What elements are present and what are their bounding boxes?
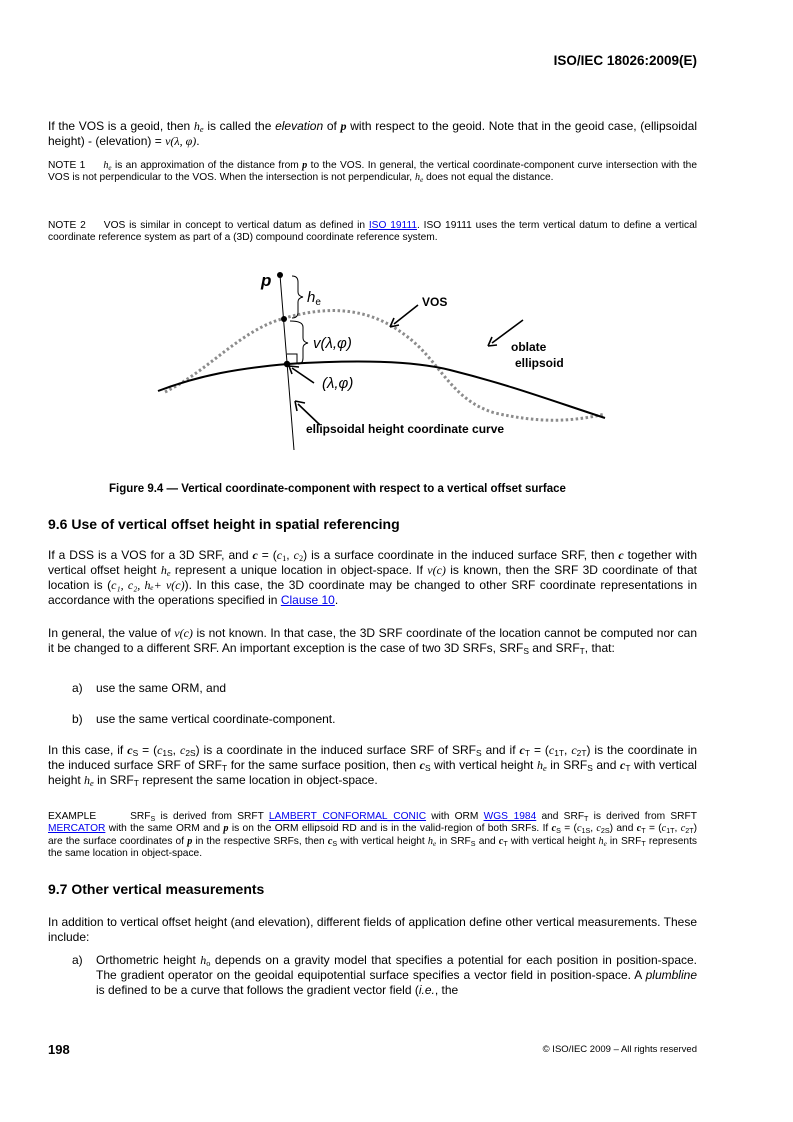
figure-9-4-diagram [150, 260, 620, 450]
text: and [475, 835, 499, 847]
subscript-t: T [584, 814, 589, 823]
math-ct: c [636, 823, 642, 835]
text: and SRF [536, 811, 585, 822]
brace-v [290, 321, 308, 364]
label-p: p [261, 271, 272, 290]
section-9-6-heading: 9.6 Use of vertical offset height in spatial referencing [48, 516, 400, 532]
text: to the VOS. In general, the vertical coordinate-component curve intersection with the VOS is not perpendicular to the VOS. When the intersection is not perpendicular, [48, 160, 697, 184]
section-9-6-paragraph-1 [48, 548, 697, 608]
math-sub: e [199, 125, 204, 135]
math-cs: c [127, 743, 133, 757]
term-plumbline: plumbline [645, 968, 697, 982]
copyright-notice: © ISO/IEC 2009 – All rights reserved [542, 1044, 697, 1055]
math-sub: e [166, 569, 171, 579]
text: with vertical height [48, 758, 697, 787]
math-vc: v(c) [174, 626, 193, 640]
math-h: h [598, 835, 604, 847]
text: . [334, 593, 339, 607]
subscript-s: S [476, 748, 482, 759]
text: is derived from SRFT [588, 811, 697, 822]
math-sub: e [420, 176, 424, 185]
subscript-t: T [133, 778, 139, 789]
text: represents the same location in object-space. [48, 835, 697, 859]
text: represent a unique location in object-space. If [170, 563, 428, 577]
text: If the VOS is a geoid, then [48, 119, 194, 133]
math-sub: T [503, 839, 508, 848]
subscript-s: S [150, 814, 156, 823]
label-oblate: oblate [511, 340, 547, 354]
subscript-s: S [523, 646, 529, 657]
math-h: h [200, 953, 207, 967]
math-sub: S [424, 763, 431, 774]
text: is an approximation of the distance from [111, 160, 303, 171]
math-sub: 2T [685, 827, 694, 836]
math-h: h [84, 773, 91, 787]
section-9-6-paragraph-2 [48, 626, 697, 656]
text: is on the ORM ellipsoid RD and is in the valid-region of both SRFs. If [228, 823, 552, 835]
text: . ISO 19111 uses the term vertical datum to define a vertical coordinate reference system as part of a (3D) compound coordinate reference system. [48, 220, 698, 244]
math-c: c [576, 823, 582, 835]
text-ie: i.e. [418, 983, 435, 997]
math-p: p [302, 160, 308, 171]
math-sub: 1T [554, 748, 565, 759]
math-cs: c [327, 835, 333, 847]
text: for the same surface position, then [227, 758, 420, 772]
text: SRF [130, 811, 151, 822]
label-he: $h_e$ [307, 289, 321, 308]
math-sub: 1T [666, 827, 675, 836]
point-vos-intersection [281, 316, 287, 322]
text: , [590, 823, 597, 835]
mercator-link[interactable]: MERCATOR [48, 823, 106, 835]
text: , [286, 548, 294, 562]
math-p: p [340, 119, 347, 133]
section-9-7-paragraph-1: In addition to vertical offset height (and elevation), different fields of application define other vertical measurements. These include: [48, 915, 697, 944]
text: with respect to the geoid. Note that in the geoid case, (ellipsoidal height) - (elevation) = [48, 119, 697, 148]
list-text: use the same vertical coordinate-component. [96, 712, 336, 726]
math-sub: e [433, 839, 437, 848]
text: with vertical height [430, 758, 537, 772]
note-2 [48, 220, 697, 245]
text: and SRF [528, 641, 580, 655]
math-sub: 2 [298, 554, 304, 564]
math-c: c [680, 823, 686, 835]
text: . [196, 134, 200, 148]
math-c1: c [276, 548, 283, 562]
math-sub: e [542, 764, 547, 774]
text: , [564, 743, 572, 757]
subscript-t: T [222, 763, 228, 774]
math-cs: c [419, 758, 425, 772]
math-sub: e [603, 839, 607, 848]
text: VOS is similar in concept to vertical datum as defined in [103, 220, 369, 231]
text: = ( [560, 823, 577, 835]
math-sub: o [206, 959, 211, 969]
math-c2: c [293, 548, 299, 562]
math-sub: T [641, 827, 646, 836]
section-9-7-heading: 9.7 Other vertical measurements [48, 881, 265, 897]
math-sub: 2T [576, 748, 587, 759]
label-height-curve: ellipsoidal height coordinate curve [306, 422, 505, 436]
text: is known, then the SRF 3D coordinate of that location is ( [48, 563, 697, 592]
list-item [72, 953, 697, 998]
text: = ( [257, 548, 277, 562]
math-p: p [187, 835, 193, 847]
page-number: 198 [48, 1042, 70, 1057]
text: ). In this case, the 3D coordinate may be changed to other SRF coordinate representations in accordance with the operations specified in [48, 578, 697, 607]
list-item [72, 712, 697, 728]
intro-paragraph [48, 119, 697, 149]
text: , the [434, 983, 459, 997]
note-label: NOTE 2 [48, 220, 86, 231]
list-text: use the same ORM, and [96, 681, 227, 695]
math-tuple: c₁, c₂, hₑ+ v(c) [111, 578, 185, 592]
math-sub: S [132, 748, 139, 759]
arrow-to-lamphi [289, 366, 314, 383]
lambert-conformal-conic-link[interactable]: LAMBERT_CONFORMAL_CONIC [268, 811, 427, 822]
math-h: h [427, 835, 433, 847]
math-sub: 1 [282, 554, 287, 564]
list-item [72, 681, 697, 697]
subscript-t: T [641, 839, 646, 848]
text: in SRF [546, 758, 588, 772]
text: , [674, 823, 681, 835]
text: = ( [529, 743, 549, 757]
text: in SRF [436, 835, 471, 847]
text: is not known. In that case, the 3D SRF coordinate of the location cannot be computed nor can it be changed to a different SRF. An important exception is the case of two 3D SRFs, SRF [48, 626, 697, 655]
text: depends on a gravity model that specifies a potential for each position in position-space. The gradient operator on the geoidal equipotential surface specifies a vector field in position-space. A [96, 953, 698, 982]
text: in the respective SRFs, then [192, 835, 328, 847]
math-sub: T [524, 748, 530, 759]
example-block: EXAMPLE $SRF_S$ is derived from SRFT LAMBERT_CONFORMAL_CONIC with ORM WGS_1984 and $SRF_T$ is derived from SRFT MERCATOR with the same ORM and p is on the ORM ellipsoid RD and is in the valid-region of both SRFs. If $c_S = (c_{1S}$, $c_{2S}$) and $c_T = (c_{1T}$, $c_{2T}$) are the surface coordinates of p in the respective SRFs, then $c_S$ with vertical height $h_e$ in $SRF_S$ and $c_T$ with vertical height $h_e$ in $SRF_T$ represents the same location in object-space. [48, 811, 697, 859]
text: ) is a coordinate in the induced surface SRF of SRF [195, 743, 477, 757]
math-vc: v(c) [427, 563, 446, 577]
arrow-to-vos [390, 305, 418, 327]
math-c: c [661, 823, 667, 835]
math-sub: 1S [162, 748, 173, 759]
text: with ORM [426, 811, 484, 822]
text: is called the [203, 119, 276, 133]
text: If a DSS is a VOS for a 3D SRF, and [48, 548, 253, 562]
math-p: p [223, 823, 229, 835]
text: in SRF [606, 835, 642, 847]
clause-10-link[interactable]: Clause 10 [280, 593, 335, 607]
math-sub: T [625, 763, 631, 774]
math-c: c [157, 743, 163, 757]
math-sub: 1S [581, 827, 591, 836]
math-ct: c [519, 743, 525, 757]
math-c: c [252, 548, 258, 562]
list-label: b) [72, 712, 83, 726]
note-label: NOTE 1 [48, 160, 86, 171]
list-text [96, 953, 697, 998]
math-c: c [179, 743, 186, 757]
text: of [323, 119, 341, 133]
section-9-6-paragraph-3 [48, 743, 697, 788]
math-c: c [618, 548, 624, 562]
math-h: h [160, 563, 167, 577]
text: and [592, 758, 620, 772]
text: does not equal the distance. [423, 172, 554, 184]
text: with vertical height [337, 835, 428, 847]
term-elevation: elevation [275, 119, 324, 133]
label-v-lamphi: v(λ,φ) [313, 335, 352, 352]
note-1 [48, 160, 697, 185]
point-p [277, 272, 283, 278]
math-h: h [536, 758, 543, 772]
text: is derived from SRFT [155, 811, 269, 822]
text: In this case, if [48, 743, 128, 757]
text: is defined to be a curve that follows the gradient vector field ( [96, 983, 419, 997]
text: , [172, 743, 180, 757]
text: are the surface coordinates of [48, 835, 188, 847]
math-cs: c [551, 823, 557, 835]
list-label: a) [72, 953, 83, 967]
math-ct: c [498, 835, 504, 847]
text: = ( [138, 743, 158, 757]
math-h: h [193, 119, 200, 133]
math-v: v(λ, φ) [165, 134, 197, 148]
text: in SRF [93, 773, 134, 787]
math-c: c [571, 743, 577, 757]
math-sub: 2S [185, 748, 196, 759]
text: with the same ORM and [105, 823, 224, 835]
math-sub: e [108, 163, 112, 172]
math-sub: S [556, 827, 561, 836]
text: represent the same location in object-space. [138, 773, 378, 787]
math-h: h [103, 160, 109, 171]
math-c: c [596, 823, 601, 835]
text: Orthometric height [96, 953, 201, 967]
document-id-header: ISO/IEC 18026:2009(E) [553, 53, 697, 68]
text: ) is the coordinate in the induced surface SRF of SRF [48, 743, 698, 772]
text: and if [481, 743, 520, 757]
figure-caption: Figure 9.4 — Vertical coordinate-component with respect to a vertical offset surface [109, 483, 566, 495]
label-ellipsoid: ellipsoid [515, 356, 564, 370]
text: , that: [584, 641, 615, 655]
math-h: h [414, 172, 421, 184]
text: = ( [645, 823, 662, 835]
math-sub: 2S [600, 827, 610, 836]
example-label: EXAMPLE [48, 811, 97, 822]
subscript-s: S [587, 763, 593, 774]
list-label: a) [72, 681, 83, 695]
iso-19111-link[interactable]: ISO 19111 [368, 220, 418, 231]
wgs-1984-link[interactable]: WGS_1984 [483, 811, 537, 822]
text: ) is a surface coordinate in the induced surface SRF, then [303, 548, 619, 562]
label-lamphi: (λ,φ) [322, 375, 354, 392]
brace-he [292, 276, 303, 318]
math-sub: e [90, 779, 94, 789]
math-sub: S [332, 839, 338, 848]
subscript-s: S [470, 839, 476, 848]
math-ct: c [620, 758, 626, 772]
text: together with vertical offset height [48, 548, 698, 577]
text: with vertical height [507, 835, 599, 847]
subscript-t: T [579, 646, 585, 657]
math-c: c [548, 743, 555, 757]
text: In general, the value of [48, 626, 175, 640]
label-vos: VOS [422, 295, 448, 309]
